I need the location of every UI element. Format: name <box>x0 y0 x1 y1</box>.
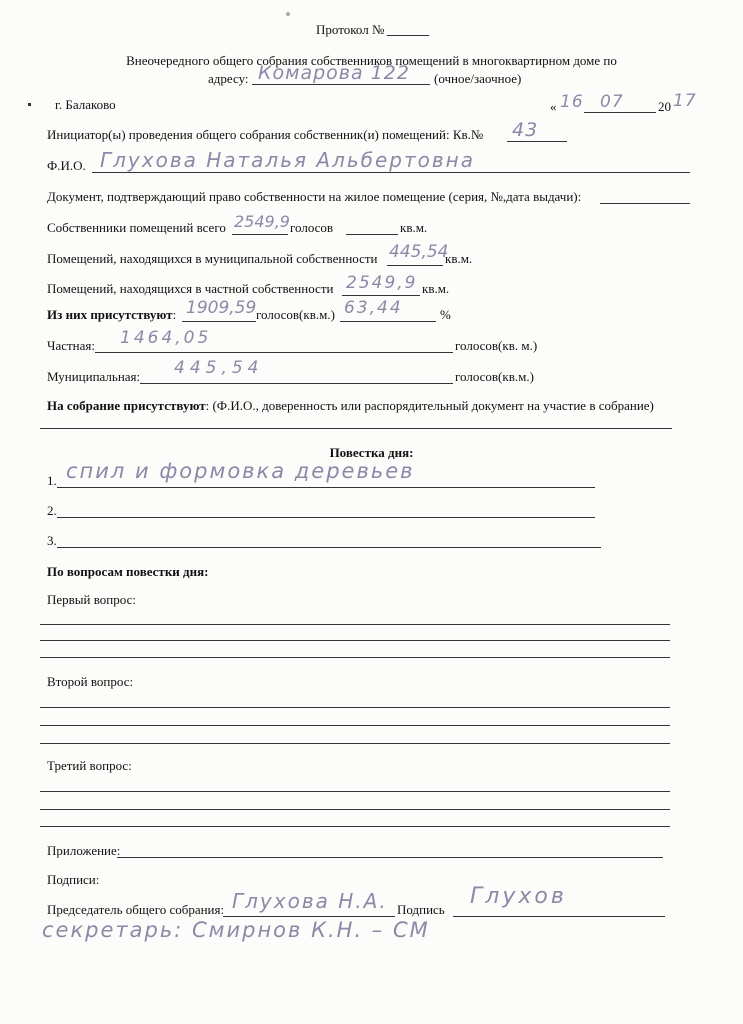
fio-label: Ф.И.О. <box>47 158 86 173</box>
municipal-property-line <box>387 265 443 266</box>
first-question-line-1 <box>40 624 670 625</box>
date-year-prefix: 20 <box>658 99 671 114</box>
attachment-line <box>117 857 663 858</box>
agenda-item-2-line <box>57 517 595 518</box>
private-votes-unit: голосов(кв. м.) <box>455 338 538 353</box>
owners-total-value: 2549,9 <box>234 212 290 231</box>
second-question-line-3 <box>40 743 670 744</box>
agenda-item-1-line <box>57 487 595 488</box>
address-value: Комарова 122 <box>258 62 410 84</box>
present-percent-line <box>340 321 436 322</box>
present-label: Из них присутствуют <box>47 307 173 322</box>
questions-title: По вопросам повестки дня: <box>47 564 209 579</box>
third-question-label: Третий вопрос: <box>47 758 132 773</box>
agenda-item-1-number: 1. <box>47 473 57 488</box>
private-property-label: Помещений, находящихся в частной собственности <box>47 281 334 296</box>
private-property-line <box>342 295 420 296</box>
municipal-votes-unit: голосов(кв.м.) <box>455 369 534 384</box>
present-votes-value: 1909,59 <box>186 298 257 318</box>
meeting-subtitle: Внеочередного общего собрания собственников помещений в многоквартирном доме по <box>126 53 617 68</box>
first-question-line-3 <box>40 657 670 658</box>
ownership-document-label: Документ, подтверждающий право собственности на жилое помещение (серия, №,дата выдачи): <box>47 189 582 204</box>
protocol-number-line <box>387 35 429 36</box>
ownership-document-line <box>600 203 690 204</box>
owners-total-unit: кв.м. <box>400 220 428 235</box>
initiator-line <box>507 141 567 142</box>
date-open-quote: « <box>550 99 557 114</box>
municipal-votes-label: Муниципальная: <box>47 369 141 384</box>
chair-label: Председатель общего собрания: <box>47 902 225 917</box>
private-property-unit: кв.м. <box>422 281 450 296</box>
municipal-property-unit: кв.м. <box>445 251 473 266</box>
agenda-title: Повестка дня: <box>329 445 414 460</box>
fio-line <box>92 172 690 173</box>
owners-total-line <box>232 234 288 235</box>
municipal-property-label: Помещений, находящихся в муниципальной собственности <box>47 251 378 266</box>
present-percent-value: 63,44 <box>344 298 403 318</box>
signature-line <box>453 916 665 917</box>
agenda-item-1-value: спил и формовка деревьев <box>66 459 415 483</box>
first-question-label: Первый вопрос: <box>47 592 136 607</box>
attachment-label: Приложение: <box>47 843 121 858</box>
agenda-item-2-number: 2. <box>47 503 57 518</box>
owners-total-votes: голосов <box>290 220 334 235</box>
date-day: 16 <box>560 92 584 112</box>
agenda-item-3-line <box>57 547 601 548</box>
present-colon: : <box>172 307 177 322</box>
owners-total-sqm-line <box>346 234 398 235</box>
private-votes-value: 1464,05 <box>120 328 212 348</box>
second-question-line-2 <box>40 725 670 726</box>
date-month-line <box>584 112 656 113</box>
page-mark <box>286 12 290 16</box>
date-month: 07 <box>600 92 624 112</box>
city: г. Балаково <box>55 97 116 112</box>
signature-label: Подпись <box>397 902 445 917</box>
private-property-value: 2549,9 <box>346 273 418 293</box>
initiator-label: Инициатор(ы) проведения общего собрания собственник(и) помещений: Кв.№ <box>47 127 484 142</box>
initiator-apartment: 43 <box>512 119 539 141</box>
private-votes-line <box>95 352 453 353</box>
chair-line <box>223 916 395 917</box>
attendance-line <box>40 428 672 429</box>
second-question-line-1 <box>40 707 670 708</box>
municipal-property-value: 445,54 <box>389 242 449 262</box>
attendance-label: На собрание присутствуют <box>47 398 206 413</box>
address-line <box>252 84 430 85</box>
attendance-label-rest: : (Ф.И.О., доверенность или распорядительный документ на участие в собрание) <box>205 398 654 413</box>
address-prefix: адресу: <box>208 71 249 86</box>
chair-signature: Глухов <box>470 884 567 909</box>
municipal-votes-line <box>140 383 453 384</box>
owners-total-label: Собственники помещений всего <box>47 220 226 235</box>
address-suffix: (очное/заочное) <box>434 71 522 86</box>
first-question-line-2 <box>40 640 670 641</box>
third-question-line-2 <box>40 809 670 810</box>
present-votes-line <box>182 321 256 322</box>
fio-value: Глухова Наталья Альбертовна <box>100 148 475 172</box>
scan-dot <box>28 103 31 106</box>
chair-value: Глухова Н.А. <box>232 889 388 913</box>
municipal-votes-value: 445,54 <box>174 358 264 378</box>
present-percent-unit: % <box>440 307 451 322</box>
present-votes-unit: голосов(кв.м.) <box>256 307 335 322</box>
signatures-label: Подписи: <box>47 872 100 887</box>
protocol-title: Протокол № <box>316 22 385 37</box>
third-question-line-3 <box>40 826 670 827</box>
private-votes-label: Частная: <box>47 338 95 353</box>
date-year: 17 <box>673 91 697 111</box>
third-question-line-1 <box>40 791 670 792</box>
second-question-label: Второй вопрос: <box>47 674 134 689</box>
secretary-handwritten: секретарь: Смирнов К.Н. – СМ <box>42 918 430 942</box>
agenda-item-3-number: 3. <box>47 533 57 548</box>
